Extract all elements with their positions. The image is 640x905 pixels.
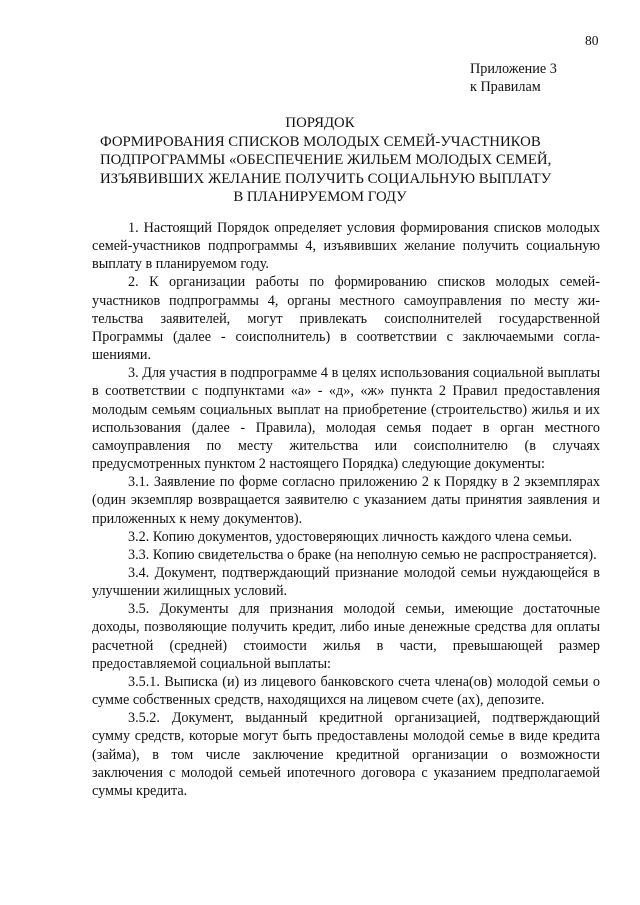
paragraph-3-5: 3.5. Документы для признания молодой семьи, имеющие достаточные доходы, позволяющие получить кредит, либо иные денежные средства для оплаты расчетной (средней) стоимости жилья в части, превышающей размер предоставляемой социальной выплаты: bbox=[92, 601, 600, 672]
paragraph-3-4: 3.4. Документ, подтверждающий признание молодой семьи нуждающейся в улучшении жилищных условий. bbox=[92, 564, 600, 600]
paragraph-1: 1. Настоящий Порядок определяет условия формирования списков молодых семей-участников подпрограммы 4, изъявивших желание получить социальную выплату в планируемом году. bbox=[92, 220, 600, 273]
title-line-1: ПОРЯДОК bbox=[285, 115, 355, 131]
page-number: 80 bbox=[585, 33, 599, 48]
document-body bbox=[92, 219, 600, 800]
paragraph-3-3: 3.3. Копию свидетельства о браке (на неполную семью не распространяется). bbox=[128, 546, 597, 563]
appendix-line-1: Приложение 3 bbox=[470, 61, 557, 77]
paragraph-3-1: 3.1. Заявление по форме согласно приложению 2 к Порядку в 2 экземплярах (один экземпляр возвращается заявителю с указанием даты принятия заявления и приложенных к нему документов). bbox=[92, 474, 600, 527]
paragraph-2: 2. К организации работы по формированию списков молодых семей-участников подпрограммы 4, органы местного самоуправления по месту жительства заявителей, могут привлекать соисполнителей государственной Программы (далее - соисполнитель) в соответствии с заключаемыми соглашениями. bbox=[92, 274, 600, 364]
title-line-4: ИЗЪЯВИВШИХ ЖЕЛАНИЕ ПОЛУЧИТЬ СОЦИАЛЬНУЮ ВЫПЛАТУ bbox=[100, 170, 552, 187]
paragraph-3: 3. Для участия в подпрограмме 4 в целях использования социальной выплаты в соответствии с подпунктами «а» - «д», «ж» пункта 2 Правил предоставления молодым семьям социальных выплат на приобретение (строительство) жилья и их использования (далее - Правила), молодая семья подает в орган местного самоуправления по месту жительства или соисполнителю (в случаях предусмотренных пунктом 2 настоящего Порядка) следующие документы: bbox=[92, 365, 600, 473]
appendix-line-2: к Правилам bbox=[470, 79, 541, 95]
paragraph-3-5-2: 3.5.2. Документ, выданный кредитной организацией, подтверждающий сумму средств, которые могут быть предоставлены молодой семье в виде кредита (займа), в том числе заключение кредитной организации о возможности заключения с молодой семьей ипотечного договора с указанием предполагаемой суммы кредита. bbox=[92, 710, 600, 799]
title-line-5: В ПЛАНИРУЕМОМ ГОДУ bbox=[233, 189, 407, 205]
paragraph-3-2: 3.2. Копию документов, удостоверяющих личность каждого члена семьи. bbox=[128, 528, 573, 545]
appendix-reference bbox=[470, 60, 557, 96]
document-title bbox=[100, 114, 552, 207]
title-line-3: ПОДПРОГРАММЫ «ОБЕСПЕЧЕНИЕ ЖИЛЬЕМ МОЛОДЫХ СЕМЕЙ, bbox=[100, 152, 552, 168]
title-line-2: ФОРМИРОВАНИЯ СПИСКОВ МОЛОДЫХ СЕМЕЙ-УЧАСТНИКОВ bbox=[100, 133, 541, 150]
paragraph-3-5-1: 3.5.1. Выписка (и) из лицевого банковского счета члена(ов) молодой семьи о сумме собственных средств, находящихся на лицевом счете (ах), депозите. bbox=[92, 673, 600, 709]
